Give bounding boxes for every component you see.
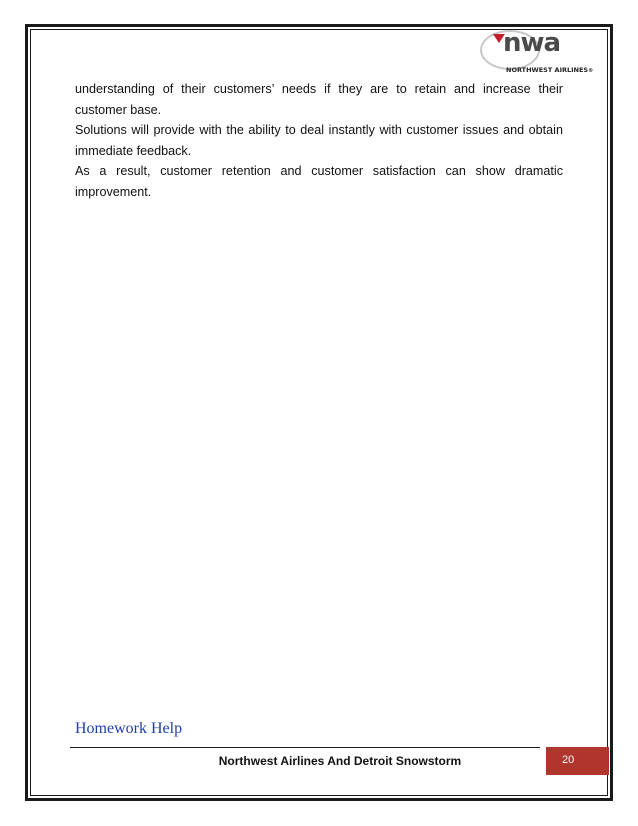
paragraph: Solutions will provide with the ability to deal instantly with customer issues and obtain immediate feedback.: [75, 123, 563, 158]
northwest-airlines-logo: [480, 30, 610, 82]
logo-subtext: NORTHWEST AIRLINES®: [506, 66, 594, 74]
paragraph: understanding of their customers’ needs if they are to retain and increase their customer base.: [75, 82, 563, 117]
homework-help-link[interactable]: Homework Help: [75, 720, 183, 737]
page-number: 20: [562, 754, 575, 766]
footer-divider: [70, 747, 540, 748]
logo-text: nwa: [503, 28, 561, 58]
paragraph: As a result, customer retention and customer satisfaction can show dramatic improvement.: [75, 164, 563, 199]
body-text: [75, 79, 563, 203]
footer-title: Northwest Airlines And Detroit Snowstorm: [218, 754, 462, 768]
page-number-badge: [546, 747, 609, 775]
